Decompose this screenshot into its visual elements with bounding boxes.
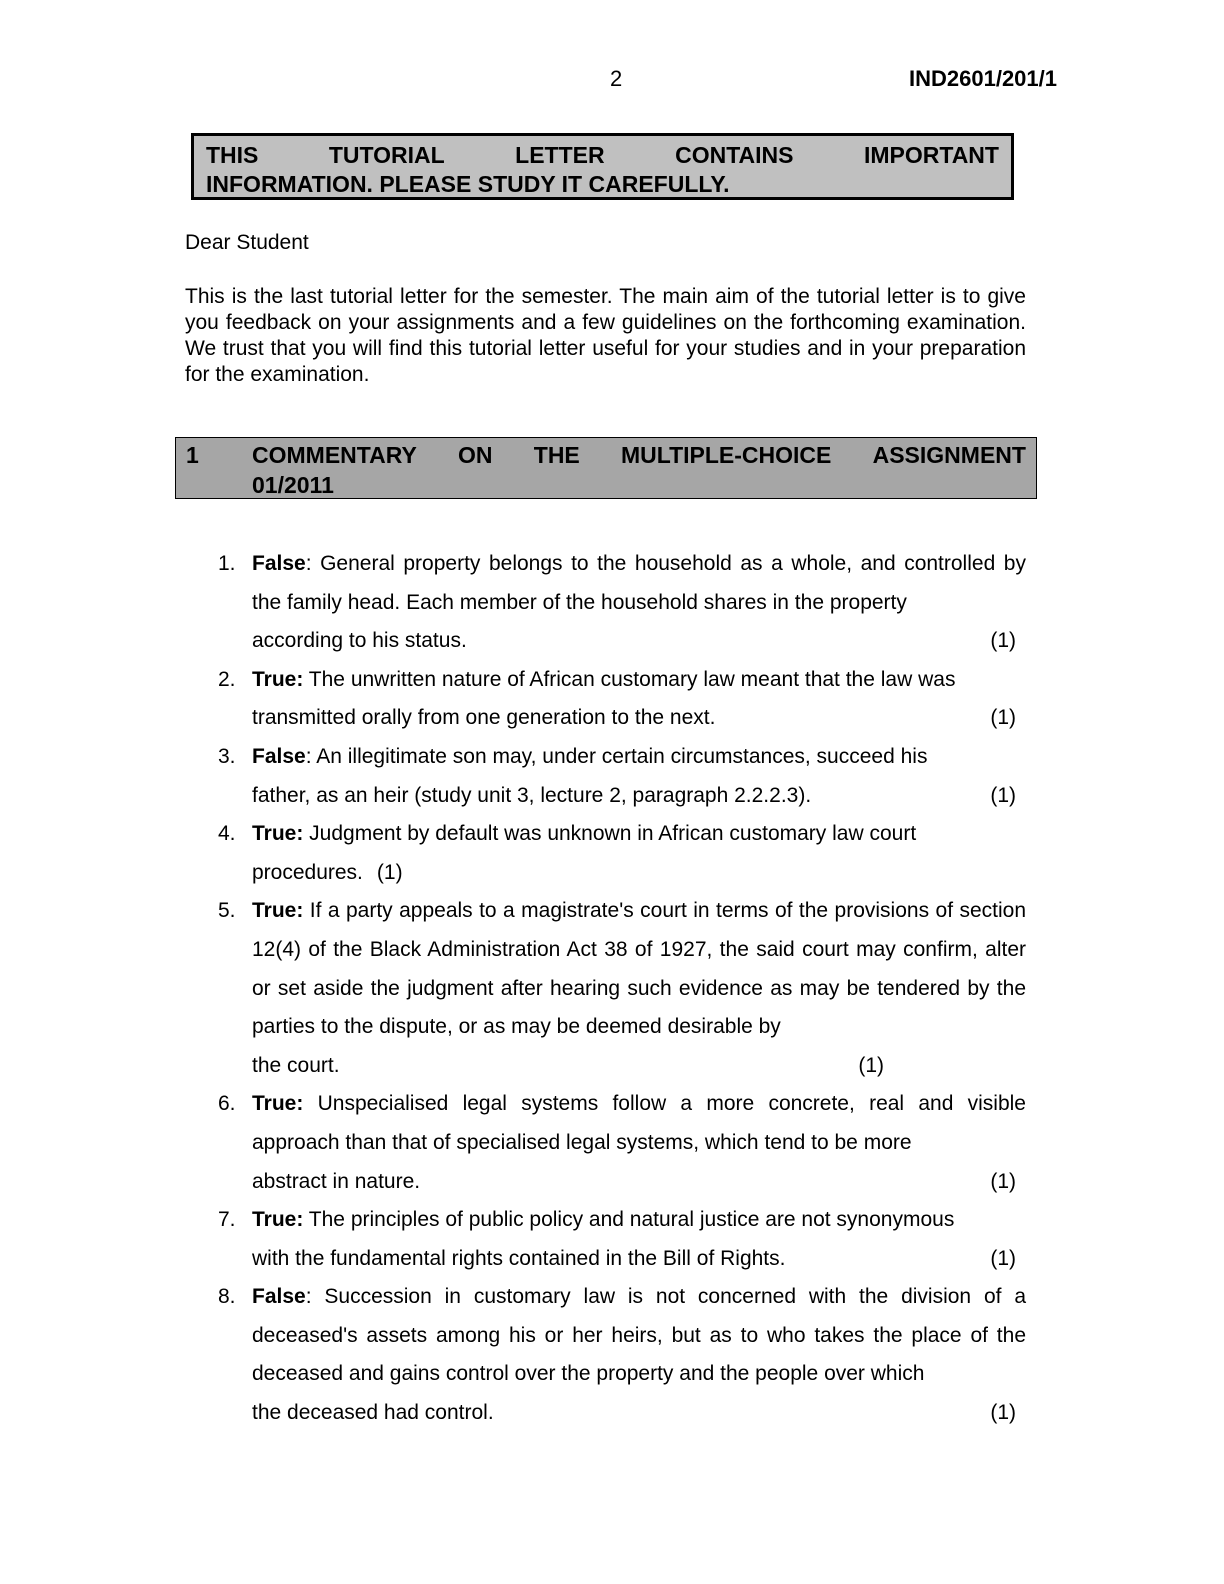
answer-verdict: True: — [252, 822, 304, 846]
answer-text: Judgment by default was unknown in African customary law court — [303, 822, 917, 846]
answer-mark: (1) — [376, 860, 403, 884]
notice-word: LETTER — [515, 142, 605, 168]
answer-item — [218, 1278, 1026, 1432]
answer-last-line — [252, 699, 1026, 738]
section-title-line-2: 01/2011 — [252, 472, 334, 498]
answer-last-text: transmitted orally from one generation to the next. — [252, 706, 716, 730]
answer-body — [252, 1092, 1026, 1154]
answer-body — [252, 668, 955, 691]
answer-separator: : — [305, 552, 312, 575]
answer-item — [218, 1201, 1026, 1278]
answer-number: 3. — [218, 744, 236, 768]
answer-number: 5. — [218, 899, 236, 923]
answer-last-text: father, as an heir (study unit 3, lecture 2, paragraph 2.2.2.3). — [252, 783, 812, 807]
answer-body — [252, 552, 1026, 614]
notice-word: IMPORTANT — [863, 142, 999, 168]
answer-number: 2. — [218, 667, 236, 691]
answer-verdict: True: — [252, 667, 304, 691]
answer-mark: (1) — [990, 783, 1016, 807]
notice-word: TUTORIAL — [328, 142, 445, 168]
section-title-word: MULTIPLE-CHOICE — [620, 442, 832, 468]
answer-verdict: False — [252, 744, 306, 768]
document-code: IND2601/201/1 — [909, 66, 1057, 91]
answer-body — [252, 899, 1026, 1038]
section-title-word: ON — [458, 442, 493, 468]
answer-text: The unwritten nature of African customary law meant that the law was — [303, 667, 956, 691]
answer-mark: (1) — [990, 1246, 1016, 1270]
answer-text: If a party appeals to a magistrate's court in terms of the provisions of section 12(4) of the Black Administration Act 38 of 1927, the said court may confirm, alter or set aside the judgment after hearing such evidence as may be tendered by the parties to the dispute, or as may be deemed desirable by — [252, 899, 1026, 1039]
answer-last-line — [252, 1240, 1026, 1279]
answer-last-line — [252, 1047, 1026, 1086]
section-title-word: ASSIGNMENT — [872, 442, 1026, 468]
answer-last-text: according to his status. — [252, 629, 467, 653]
answer-last-line — [252, 622, 1026, 661]
answer-verdict: True: — [252, 1208, 304, 1232]
answer-text: An illegitimate son may, under certain circumstances, succeed his — [311, 744, 928, 768]
answer-last-line — [252, 1394, 1026, 1433]
answer-last-text: procedures. — [252, 860, 363, 884]
intro-paragraph: This is the last tutorial letter for the semester. The main aim of the tutorial letter is to give you feedback on your assignments and a few guidelines on the forthcoming examination. We trust that you will find this tutorial letter useful for your studies and in your preparation for the examination. — [185, 285, 1026, 386]
answer-last-text: the court. — [252, 1053, 340, 1077]
notice-line-1 — [206, 141, 999, 170]
answer-mark: (1) — [990, 1169, 1016, 1193]
answer-verdict: False — [252, 552, 306, 575]
answer-text: The principles of public policy and natural justice are not synonymous — [303, 1208, 955, 1232]
section-title — [252, 440, 1026, 500]
salutation: Dear Student — [185, 231, 309, 254]
answer-body — [252, 1285, 1026, 1385]
answer-mark: (1) — [990, 1401, 1016, 1425]
section-number: 1 — [186, 442, 199, 468]
section-title-word: THE — [533, 442, 580, 468]
answer-item — [218, 892, 1026, 1085]
answer-item — [218, 815, 1026, 892]
answer-verdict: True: — [252, 1092, 304, 1116]
answer-verdict: True: — [252, 899, 304, 923]
answer-number: 1. — [218, 552, 236, 575]
notice-line-2: INFORMATION. PLEASE STUDY IT CAREFULLY. — [206, 171, 730, 197]
answer-item — [218, 1085, 1026, 1201]
answer-number: 4. — [218, 822, 236, 846]
answer-item — [218, 661, 1026, 738]
answer-last-text: with the fundamental rights contained in the Bill of Rights. — [252, 1246, 786, 1270]
answer-body — [252, 745, 927, 768]
section-title-word: COMMENTARY — [252, 442, 417, 468]
answer-last-line — [252, 777, 1026, 816]
answer-separator: : — [305, 1285, 312, 1309]
answer-last-line — [252, 1163, 1026, 1202]
section-heading — [175, 437, 1037, 499]
answer-separator: : — [305, 744, 312, 768]
section-title-line-1 — [252, 440, 1026, 470]
answer-number: 6. — [218, 1092, 236, 1116]
answer-item — [218, 545, 1026, 661]
answer-text: Succession in customary law is not concerned with the division of a deceased's assets among his or her heirs, but as to who takes the place of the deceased and gains control over the property and the people over which — [252, 1285, 1026, 1386]
notice-word: CONTAINS — [675, 142, 794, 168]
page-number: 2 — [610, 66, 623, 91]
answer-last-text: abstract in nature. — [252, 1169, 421, 1193]
answer-number: 7. — [218, 1208, 236, 1232]
important-notice-box — [191, 133, 1014, 200]
answer-last-text: the deceased had control. — [252, 1401, 494, 1425]
answer-body — [252, 1208, 954, 1231]
answer-body — [252, 822, 916, 845]
answer-text: General property belongs to the household as a whole, and controlled by the family head. Each member of the household shares in the property — [252, 552, 1026, 614]
answer-number: 8. — [218, 1285, 236, 1309]
answer-mark: (1) — [990, 629, 1016, 653]
answer-mark: (1) — [858, 1053, 884, 1077]
answer-verdict: False — [252, 1285, 306, 1309]
answer-item — [218, 738, 1026, 815]
answer-last-line — [252, 854, 1026, 893]
answer-mark: (1) — [990, 706, 1016, 730]
answer-text: Unspecialised legal systems follow a more concrete, real and visible approach than that of specialised legal systems, which tend to be more — [252, 1092, 1026, 1154]
answers-list — [0, 545, 1224, 1433]
notice-word: THIS — [206, 142, 259, 168]
